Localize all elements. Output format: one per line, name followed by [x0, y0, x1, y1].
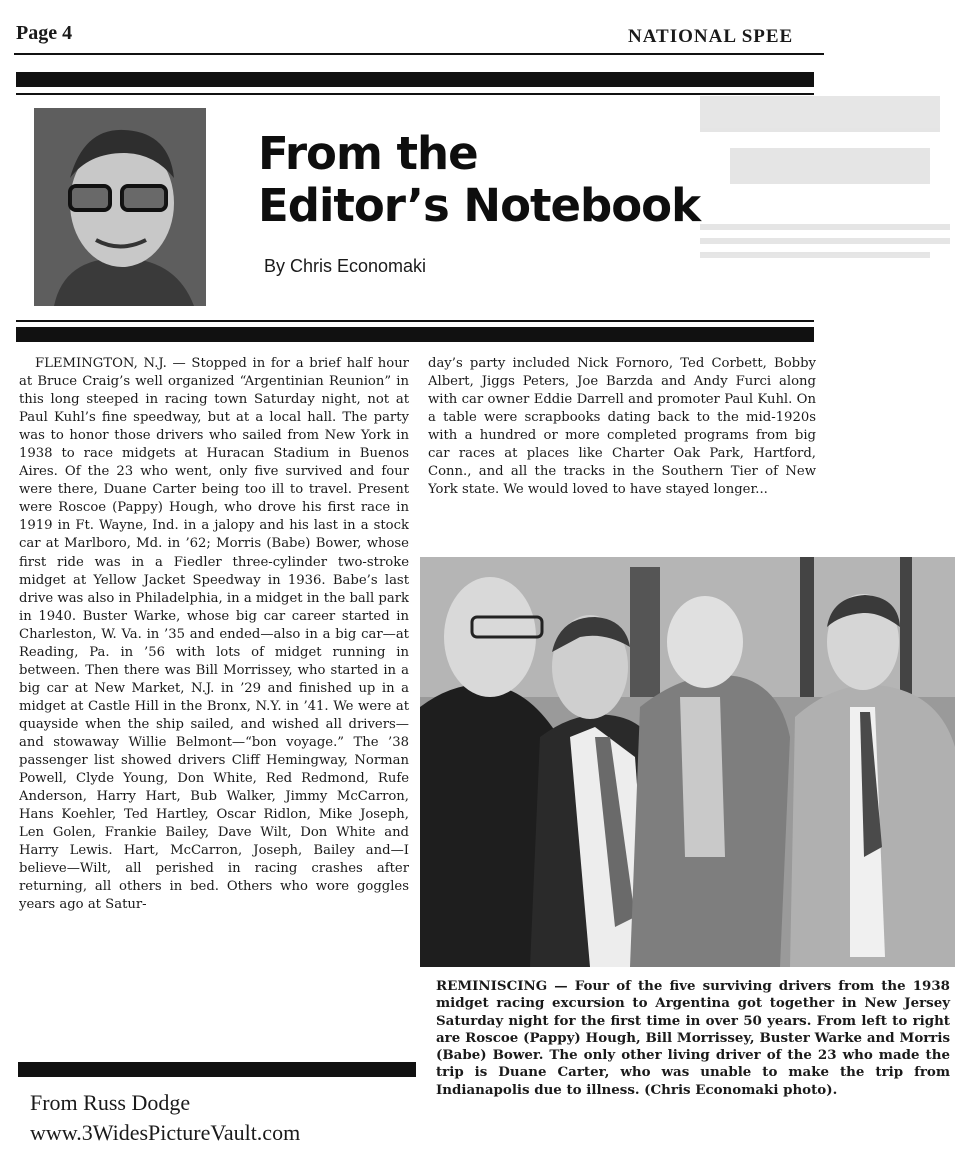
bottom-band-thin-rule [16, 320, 814, 322]
bleed-through-texture [700, 90, 970, 350]
editor-portrait [34, 108, 206, 306]
footer-rule [18, 1062, 416, 1077]
credit-line-1: From Russ Dodge [30, 1090, 191, 1115]
top-band-thick-rule [16, 72, 814, 87]
publication-name: NATIONAL SPEE [628, 26, 794, 47]
bottom-band-thick-rule [16, 327, 814, 342]
drivers-photo [420, 557, 955, 967]
top-band-thin-rule [16, 93, 814, 95]
header-rule [14, 53, 824, 55]
source-credit [30, 1088, 300, 1148]
byline: By Chris Economaki [264, 256, 427, 276]
page-number: Page 4 [16, 22, 73, 44]
article-headline [258, 128, 700, 232]
article-paragraph: day’s party included Nick Fornoro, Ted Corbett, Bobby Albert, Jiggs Peters, Joe Barzda and Andy Furci along with car owner Eddie Darrell and promoter Paul Kuhl. On a table were scrapbooks dating back to the mid-1920s with a hundred or more completed programs from big car races at places like Charter Oak Park, Hartford, Conn., and all the tracks in the Southern Tier of New York state. We would loved to have stayed longer... [428, 356, 816, 498]
photo-caption: REMINISCING — Four of the five surviving drivers from the 1938 midget racing excursion to Argentina got together in New Jersey Saturday night for the first time in over 50 years. From left to right are Roscoe (Pappy) Hough, Bill Morrissey, Buster Warke and Morris (Babe) Bower. The only other living driver of the 23 who made the trip is Duane Carter, who was unable to make the trip from Indianapolis due to illness. (Chris Economaki photo). [436, 978, 950, 1098]
article-column-right [428, 355, 816, 547]
headline-line-1: From the [258, 127, 478, 180]
credit-website: www.3WidesPictureVault.com [30, 1120, 301, 1145]
article-column-left [19, 355, 409, 1058]
headline-line-2: Editor’s Notebook [258, 179, 701, 232]
article-paragraph: FLEMINGTON, N.J. — Stopped in for a brief half hour at Bruce Craig’s well organized “Argentinian Reunion” in this long steeped in racing town Saturday night, not at Paul Kuhl’s fine speedway, but at a local hall. The party was to honor those drivers who sailed from New York in 1938 to race midgets at Huracan Stadium in Buenos Aires. Of the 23 who went, only five survived and four were there, Duane Carter being too ill to travel. Present were Roscoe (Pappy) Hough, who drove his first race in 1919 in Ft. Wayne, Ind. in a jalopy and his last in a stock car at Marlboro, Md. in ’62; Morris (Babe) Bower, whose first ride was in a Fiedler three-cylinder two-stroke midget at Yellow Jacket Speedway in 1936. Babe’s last drive was also in Philadelphia, in a midget in the ball park in 1940. Buster Warke, whose big car career started in Charleston, W. Va. in ’35 and ended—also in a big car—at Reading, Pa. in ’56 with lots of midget running in between. Then there was Bill Morrissey, who started in a big car at New Market, N.J. in ’29 and finished up in a midget at Castle Hill in the Bronx, N.Y. in ’41. We were at quayside when the ship sailed, and wished all drivers—and stowaway Willie Belmont—“bon voyage.” The ’38 passenger list showed drivers Cliff Hemingway, Norman Powell, Clyde Young, Don White, Red Redmond, Rufe Anderson, Harry Hart, Bub Walker, Jimmy McCarron, Hans Koehler, Ted Hartley, Oscar Ridlon, Mike Joseph, Len Golen, Frankie Bailey, Dave Wilt, Don White and Harry Lewis. Hart, McCarron, Joseph, Bailey and—I believe—Wilt, all perished in racing crashes after returning, all others in bed. Others who wore goggles years ago at Satur- [19, 356, 409, 913]
